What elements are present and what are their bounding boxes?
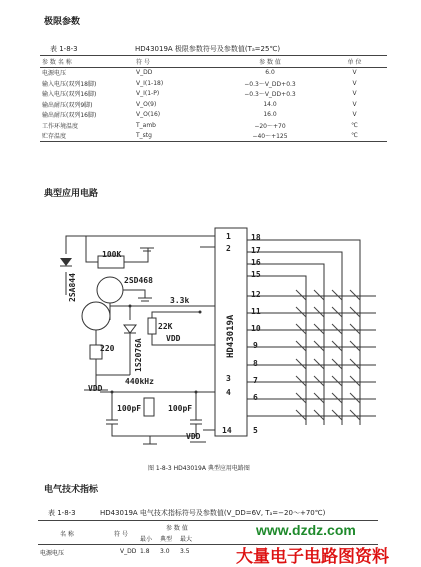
col-header-unit: 单 位 <box>347 58 362 66</box>
row-name: 电源电压 <box>40 550 65 557</box>
table-title-limits: HD43019A 极限参数符号及参数值(Tₐ=25℃) <box>135 45 281 53</box>
label-22k: 22K <box>158 322 173 331</box>
cell: 16.0 <box>263 111 277 119</box>
cell: −0.3～V_DD+0.3 <box>244 91 296 99</box>
label-vdd-3: VDD <box>186 432 201 441</box>
cell: 贮存温度 <box>42 133 67 141</box>
table-title-electrical: HD43019A 电气技术指标符号及参数值(V_DD=6V, Tₐ=−20～+70℃) <box>100 509 326 517</box>
cell: 6.0 <box>265 69 275 77</box>
pin-10: 10 <box>251 324 261 333</box>
cell: ℃ <box>351 121 358 129</box>
pin-12: 12 <box>251 290 261 299</box>
label-100k: 100K <box>102 250 122 259</box>
pin-17: 17 <box>251 246 261 255</box>
cell: V_O(16) <box>136 111 161 119</box>
label-cap-2: 100pF <box>168 404 193 413</box>
cell: V <box>352 69 357 77</box>
row-symbol: V_DD <box>120 548 137 555</box>
cell: T_amb <box>136 121 156 129</box>
label-diode: 1S2076A <box>134 338 143 372</box>
cell: 电源电压 <box>42 70 67 78</box>
cell: V <box>352 111 357 119</box>
pin-11: 11 <box>251 307 261 316</box>
col-header-value: 参 数 值 <box>259 58 281 66</box>
section-heading-electrical: 电气技术指标 <box>44 485 99 495</box>
cell: 输入电压(双列16脚) <box>42 91 97 99</box>
label-2sd468: 2SD468 <box>124 276 153 285</box>
cell: T_stg <box>136 132 152 140</box>
pin-15: 15 <box>251 270 261 279</box>
col-header-symbol: 符 号 <box>114 531 128 538</box>
table-caption-limits: 表 1-8-3 <box>50 45 78 53</box>
label-vdd-1: VDD <box>166 334 181 343</box>
figure-caption: 图 1-8-3 HD43019A 典型应用电路图 <box>148 465 250 472</box>
pin-1: 1 <box>226 232 231 241</box>
cell: V_I(1-P) <box>136 90 160 98</box>
cell: 输出耐压(双列9脚) <box>42 101 93 109</box>
col-header-name: 参 数 名 称 <box>42 58 72 66</box>
ic-label: HD43019A <box>226 314 236 358</box>
label-3-3k: 3.3k <box>170 296 190 305</box>
watermark-text: 大量电子电路图资料 <box>236 547 389 567</box>
pin-18: 18 <box>251 233 261 242</box>
pin-3: 3 <box>226 374 231 383</box>
cell: V <box>352 100 357 108</box>
pin-8: 8 <box>253 359 258 368</box>
cell: 输出耐压(双列16脚) <box>42 112 97 120</box>
label-vdd-2: VDD <box>88 384 103 393</box>
resistor-22k <box>148 318 156 334</box>
row-typ: 3.0 <box>160 548 170 555</box>
cell: −20～+70 <box>254 122 286 130</box>
crystal-440khz <box>144 398 154 416</box>
table-caption-electrical: 表 1-8-3 <box>48 509 76 517</box>
cell: V <box>352 90 357 98</box>
row-min: 1.8 <box>140 548 150 555</box>
cell: V <box>352 79 357 87</box>
sub-col-max: 最大 <box>180 536 193 543</box>
label-cap-1: 100pF <box>117 404 142 413</box>
col-header-symbol: 符 号 <box>136 58 150 66</box>
transistor-2sd468 <box>97 277 123 303</box>
cell: −0.3～V_DD+0.3 <box>244 80 296 88</box>
pin-14: 14 <box>222 426 232 435</box>
pin-9: 9 <box>253 341 258 350</box>
led-symbol <box>60 258 72 266</box>
pin-16: 16 <box>251 258 261 267</box>
cell: 输入电压(双列18脚) <box>42 80 97 88</box>
cell: 14.0 <box>263 100 277 108</box>
label-2sa844: 2SA844 <box>68 273 77 302</box>
cell: V_O(9) <box>136 100 157 108</box>
section-heading-limits: 极限参数 <box>44 17 81 27</box>
transistor-2sa844 <box>82 302 110 330</box>
section-heading-circuit: 典型应用电路 <box>44 189 99 199</box>
pin-6: 6 <box>253 393 258 402</box>
label-crystal: 440kHz <box>125 377 154 386</box>
row-max: 3.5 <box>180 548 190 555</box>
col-header-param: 参 数 值 <box>166 525 188 532</box>
pin-2: 2 <box>226 244 231 253</box>
cell: V_I(1-18) <box>136 79 164 87</box>
pin-7: 7 <box>253 376 258 385</box>
cell: 工作环境温度 <box>42 122 79 130</box>
watermark-url: www.dzdz.com <box>256 522 356 538</box>
pin-4: 4 <box>226 388 231 397</box>
sub-col-typ: 典型 <box>160 536 173 543</box>
col-header-name: 名 称 <box>60 531 74 538</box>
cell: V_DD <box>136 69 153 77</box>
pin-5: 5 <box>253 426 258 435</box>
label-220: 220 <box>100 344 115 353</box>
cell: −40～+125 <box>252 133 288 141</box>
sub-col-min: 最小 <box>140 536 153 543</box>
cell: ℃ <box>351 132 358 140</box>
